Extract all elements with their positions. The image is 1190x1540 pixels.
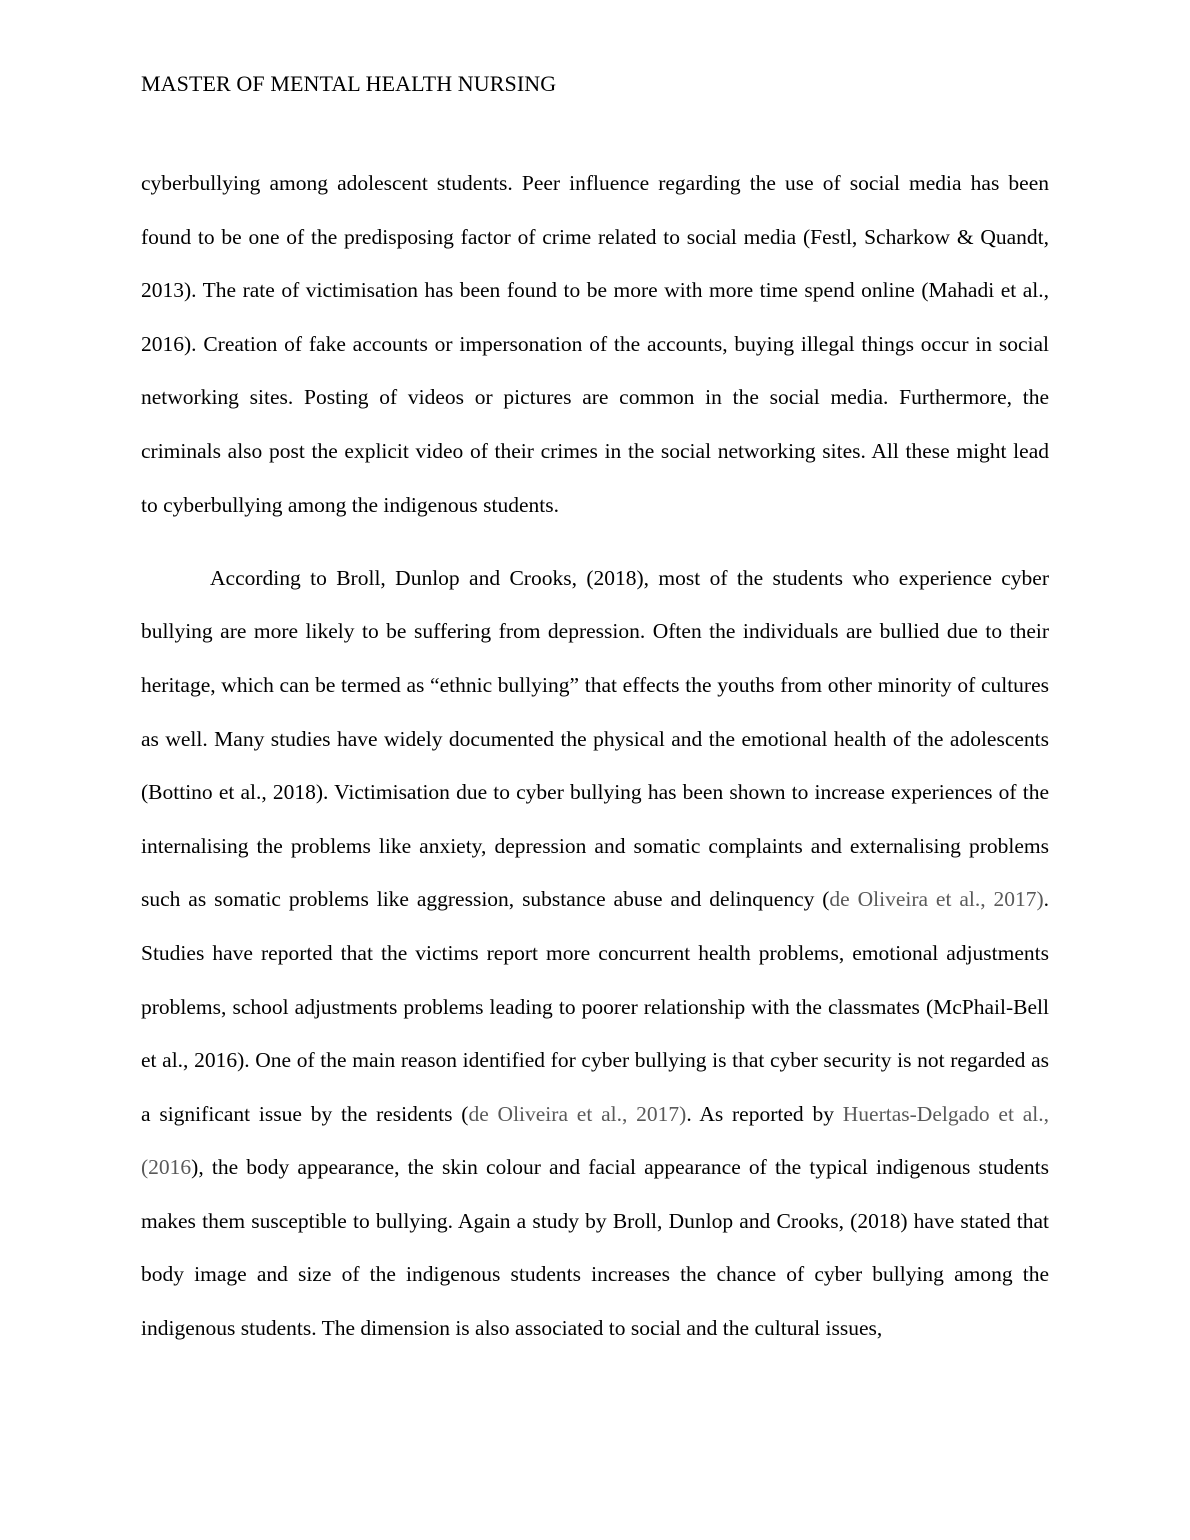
- citation-huertas-delgado: Huertas-Delgado et al., (2016: [141, 1101, 1050, 1180]
- paragraph-1-text: cyberbullying among adolescent students. Peer influence regarding the use of social media has been found to be one of the predisposing factor of crime related to social media (Festl, Scharkow & Quandt, 2013). The rate of victimisation has been found to be more with more time spend online (Mahadi et al., 2016). Creation of fake accounts or impersonation of the accounts, buying illegal things occur in social networking sites. Posting of videos or pictures are common in the social media. Furthermore, the criminals also post the explicit video of their crimes in the social networking sites. All these might lead to cyberbullying among the indigenous students.: [141, 171, 1049, 517]
- running-head: MASTER OF MENTAL HEALTH NURSING: [141, 71, 557, 96]
- paragraph-2-text-d: ), the body appearance, the skin colour and facial appearance of the typical indigenous students makes them susceptible to bullying. Again a study by Broll, Dunlop and Crooks, (2018) have stated that body image and size of the indigenous students increases the chance of cyber bullying among the indigenous students. The dimension is also associated to social and the cultural issues,: [141, 1155, 1049, 1341]
- paragraph-2-text-c: . As reported by: [686, 1101, 843, 1126]
- paragraph-2-text-a: According to Broll, Dunlop and Crooks, (2018), most of the students who experience cyber bullying are more likely to be suffering from depression. Often the individuals are bullied due to their heritage, which can be termed as “ethnic bullying” that effects the youths from other minority of cultures as well. Many studies have widely documented the physical and the emotional health of the adolescents (Bottino et al., 2018). Victimisation due to cyber bullying has been shown to increase experiences of the internalising the problems like anxiety, depression and somatic complaints and externalising problems such as somatic problems like aggression, substance abuse and delinquency (: [141, 565, 1049, 912]
- paragraph-1: [141, 157, 1049, 532]
- citation-de-oliveira-1: de Oliveira et al., 2017): [829, 887, 1044, 912]
- body-text: [141, 157, 1049, 1356]
- citation-de-oliveira-2: de Oliveira et al., 2017): [468, 1101, 687, 1126]
- paragraph-2: [141, 552, 1049, 1356]
- paragraph-2-text-b: . Studies have reported that the victims report more concurrent health problems, emotional adjustments problems, school adjustments problems leading to poorer relationship with the classmates (McPhail-Bell et al., 2016). One of the main reason identified for cyber bullying is that cyber security is not regarded as a significant issue by the residents (: [141, 887, 1050, 1126]
